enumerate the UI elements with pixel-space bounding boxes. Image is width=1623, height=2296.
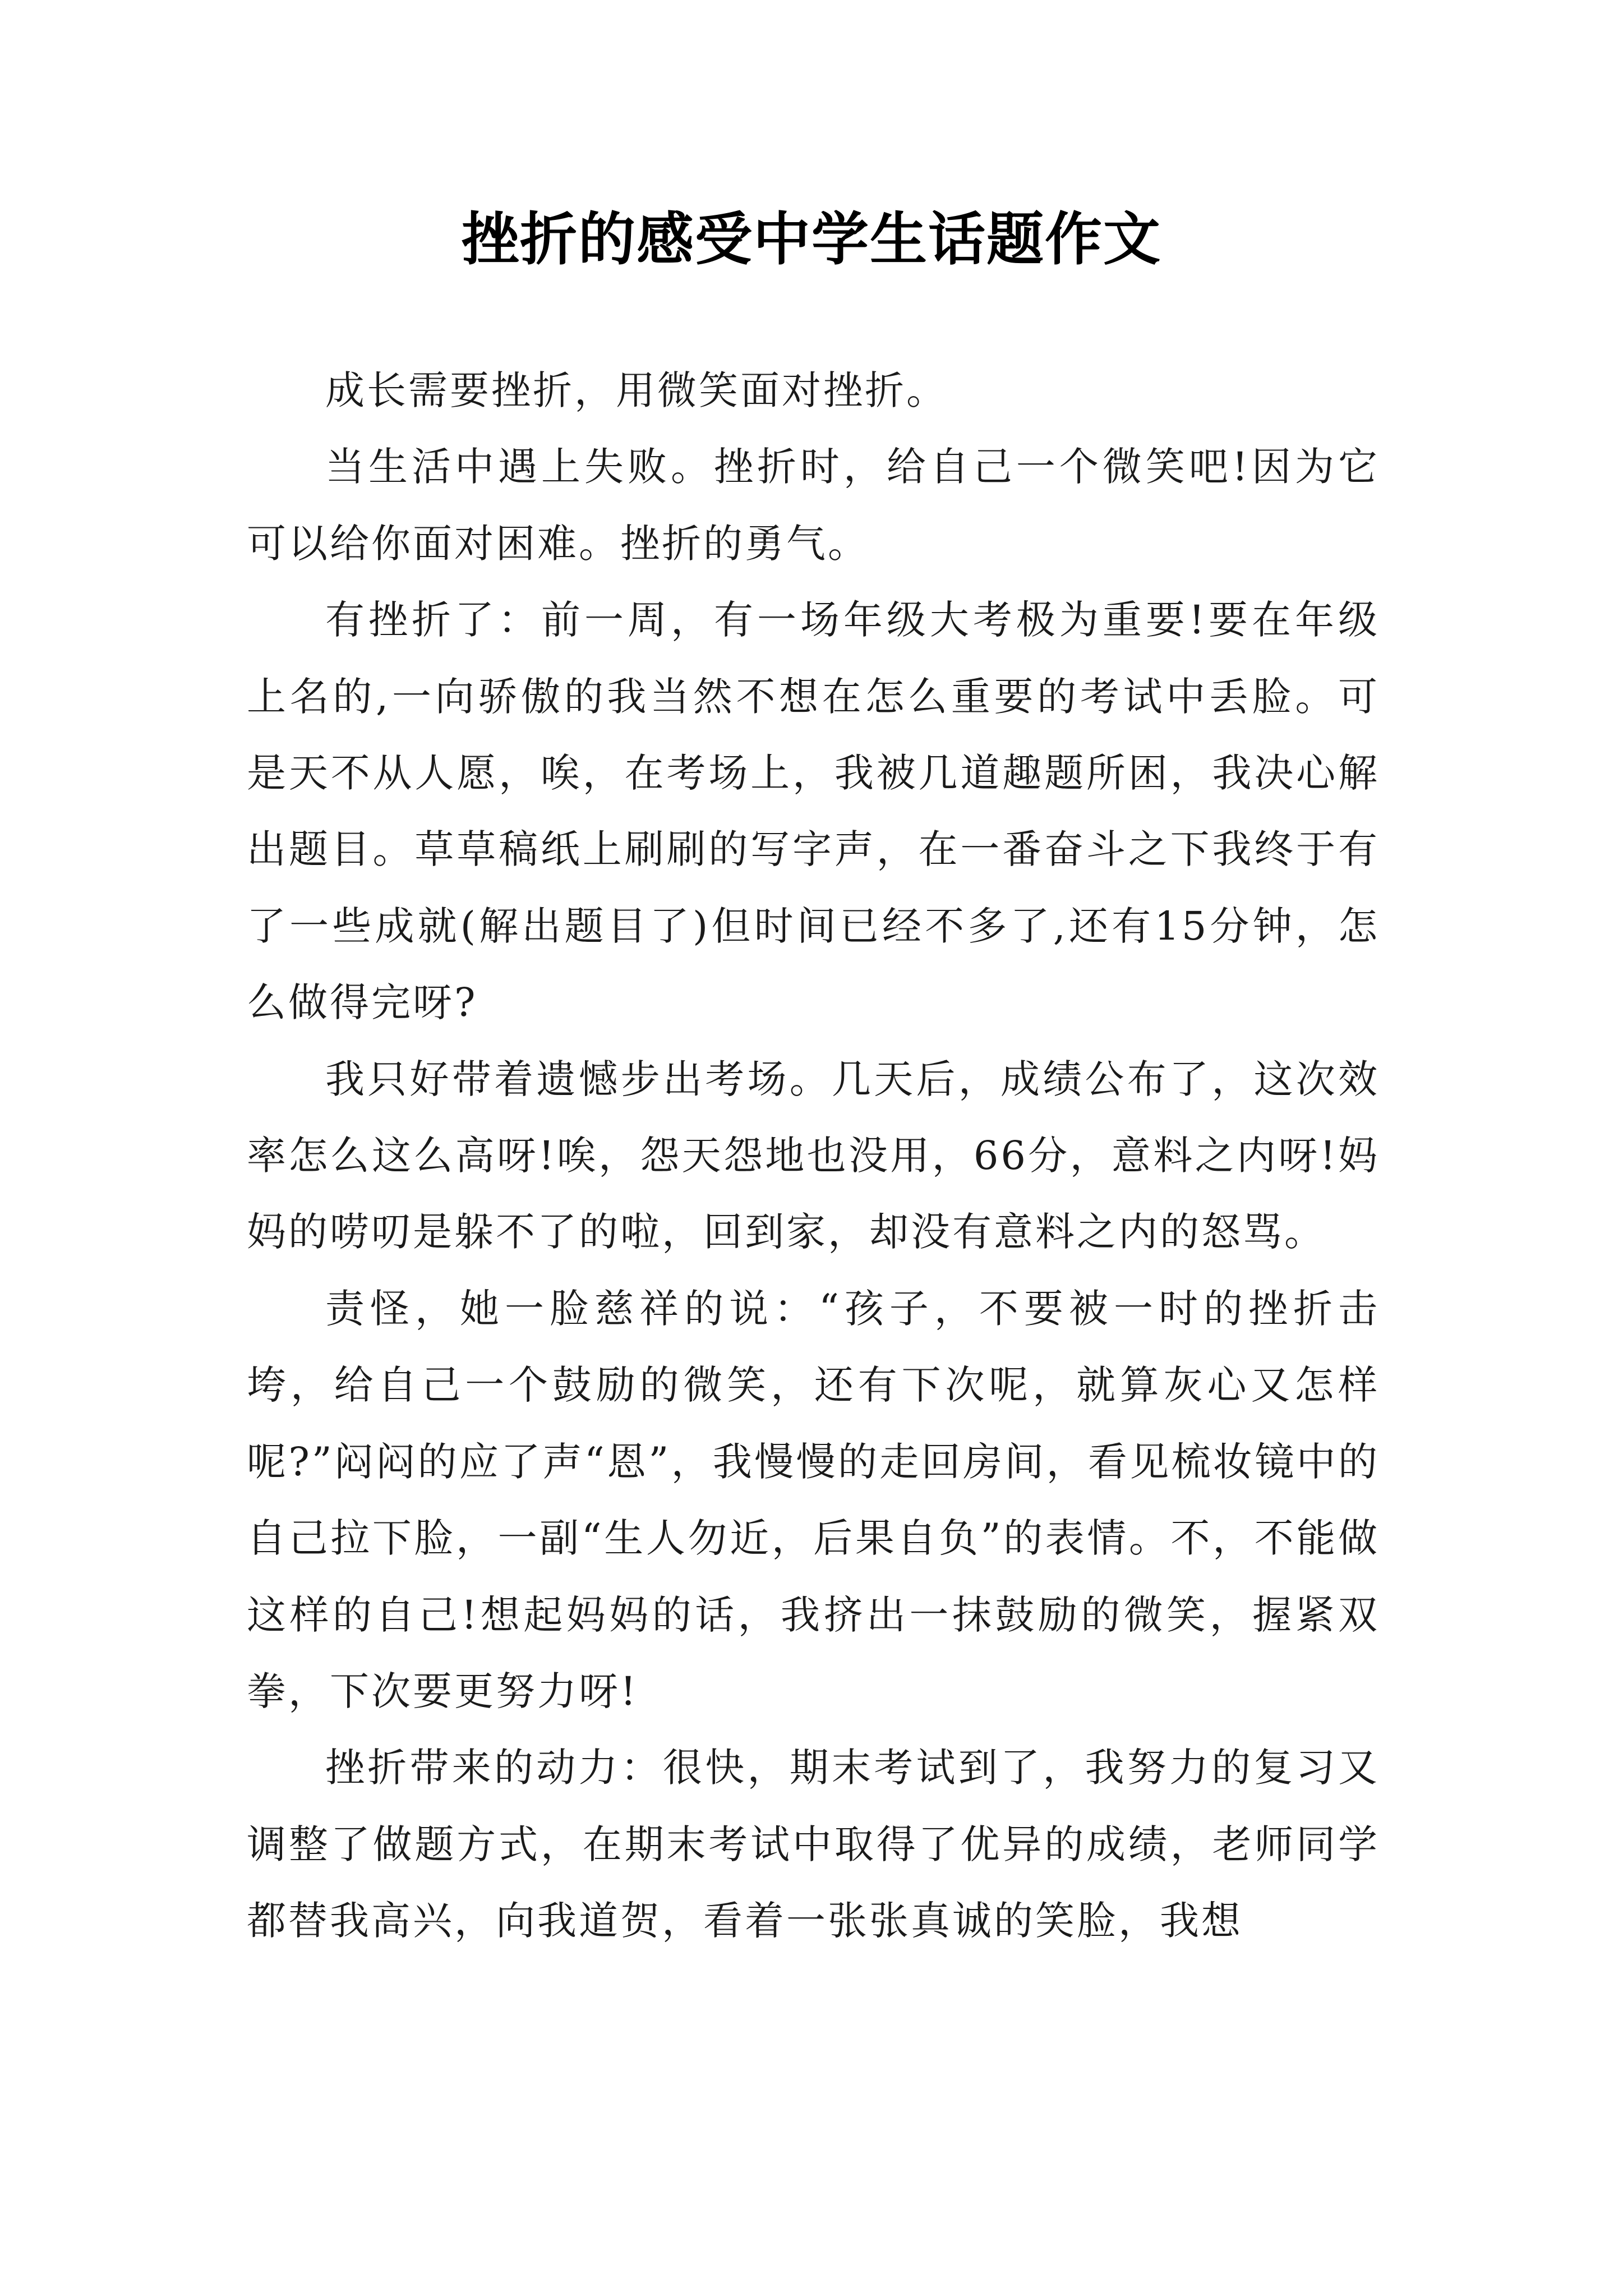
paragraph: 责怪，她一脸慈祥的说：“孩子，不要被一时的挫折击垮，给自己一个鼓励的微笑，还有下次呢，就算灰心又怎样呢?”闷闷的应了声“恩”，我慢慢的走回房间，看见梳妆镜中的自己拉下脸，一副“生人勿近，后果自负”的表情。不，不能做这样的自己!想起妈妈的话，我挤出一抹鼓励的微笑，握紧双拳，下次要更努力呀!: [247, 1285, 1380, 1714]
paragraph: 成长需要挫折，用微笑面对挫折。: [325, 367, 948, 413]
paragraph: 有挫折了：前一周，有一场年级大考极为重要!要在年级上名的,一向骄傲的我当然不想在怎么重要的考试中丢脸。可是天不从人愿，唉，在考场上，我被几道趣题所困，我决心解出题目。草草稿纸上刷刷的写字声，在一番奋斗之下我终于有了一些成就(解出题目了)但时间已经不多了,还有15分钟，怎么做得完呀?: [247, 597, 1380, 1026]
paragraph: 当生活中遇上失败。挫折时，给自己一个微笑吧!因为它可以给你面对困难。挫折的勇气。: [247, 444, 1380, 567]
document-title: 挫折的感受中学生话题作文: [462, 206, 1161, 273]
paragraph: 我只好带着遗憾步出考场。几天后，成绩公布了，这次效率怎么这么高呀!唉，怨天怨地也没用，66分，意料之内呀!妈妈的唠叨是躲不了的啦，回到家，却没有意料之内的怒骂。: [247, 1056, 1380, 1255]
document-body: [247, 352, 1380, 1959]
paragraph: 挫折带来的动力：很快，期末考试到了，我努力的复习又调整了做题方式，在期末考试中取得了优异的成绩，老师同学都替我高兴，向我道贺，看着一张张真诚的笑脸，我想: [247, 1745, 1380, 1944]
